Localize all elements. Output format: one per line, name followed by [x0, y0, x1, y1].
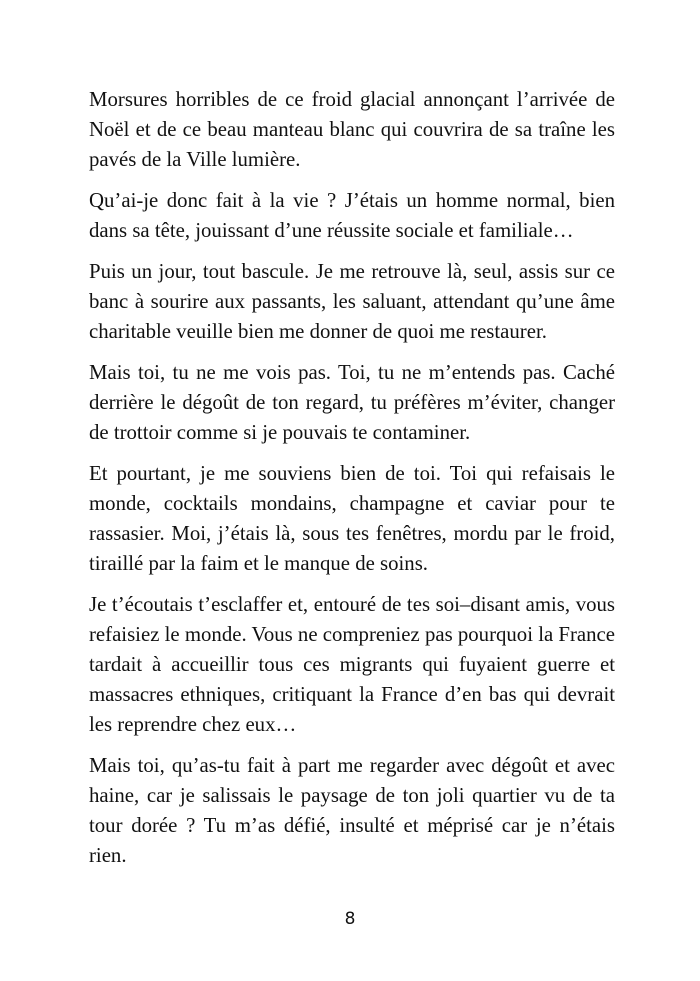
body-text — [89, 85, 615, 882]
paragraph-3: Puis un jour, tout bascule. Je me retrouve là, seul, assis sur ce banc à sourire aux passants, les saluant, attendant qu’une âme charitable veuille bien me donner de quoi me restaurer. — [89, 260, 615, 343]
paragraph-7: Mais toi, qu’as-tu fait à part me regarder avec dégoût et avec haine, car je salissais le paysage de ton joli quartier vu de ta tour dorée ? Tu m’as défié, insulté et méprisé car je n’étais rien. — [89, 754, 615, 867]
page-number: 8 — [344, 909, 356, 929]
paragraph-4: Mais toi, tu ne me vois pas. Toi, tu ne m’entends pas. Caché derrière le dégoût de ton regard, tu préfères m’éviter, changer de trottoir comme si je pouvais te contaminer. — [89, 361, 615, 444]
paragraph-1: Morsures horribles de ce froid glacial annonçant l’arrivée de Noël et de ce beau manteau blanc qui couvrira de sa traîne les pavés de la Ville lumière. — [89, 88, 615, 171]
paragraph-2: Qu’ai-je donc fait à la vie ? J’étais un homme normal, bien dans sa tête, jouissant d’une réussite sociale et familiale… — [89, 189, 615, 242]
paragraph-6: Je t’écoutais t’esclaffer et, entouré de tes soi–disant amis, vous refaisiez le monde. Vous ne compreniez pas pourquoi la France tardait à accueillir tous ces migrants qui fuyaient guerre et massacres ethniques, critiquant la France d’en bas qui devrait les reprendre chez eux… — [89, 593, 615, 736]
paragraph-5: Et pourtant, je me souviens bien de toi. Toi qui refaisais le monde, cocktails mondains, champagne et caviar pour te rassasier. Moi, j’étais là, sous tes fenêtres, mordu par le froid, tiraillé par la faim et le manque de soins. — [89, 462, 615, 575]
